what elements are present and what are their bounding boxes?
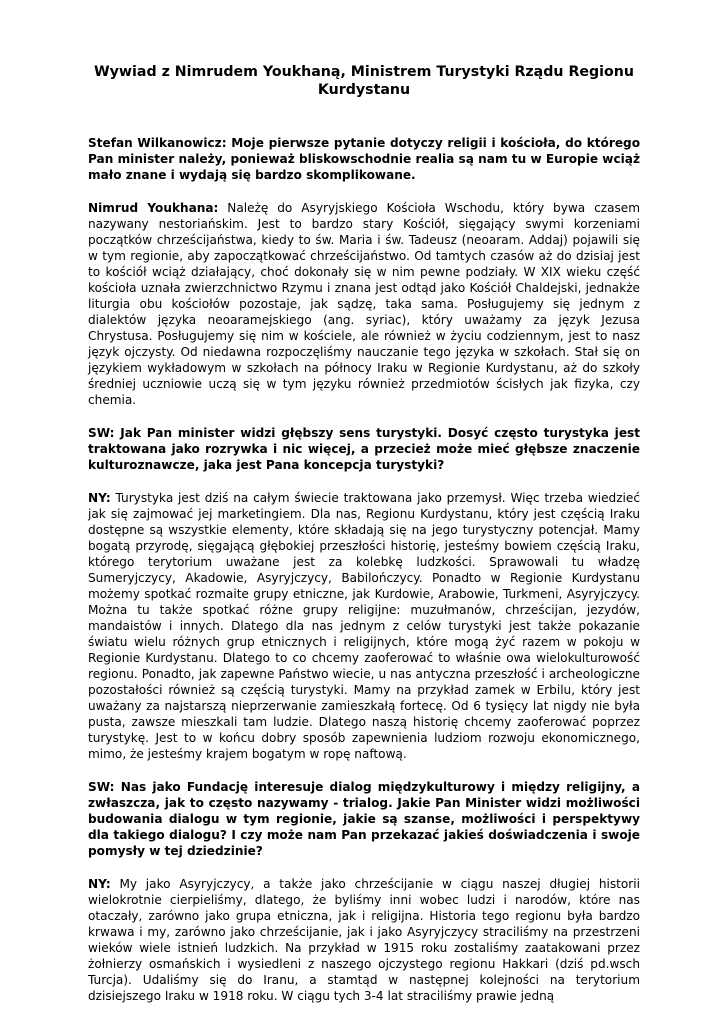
answer-3-speaker: NY:	[88, 877, 111, 891]
answer-2-speaker: NY:	[88, 491, 111, 505]
question-1: Stefan Wilkanowicz: Moje pierwsze pytanie dotyczy religii i kościoła, do którego Pan minister należy, ponieważ bliskowschodnie realia są nam tu w Europie wciąż mało znane i wydają się bardzo skomplikowane.	[88, 136, 640, 182]
document-page	[88, 63, 640, 1004]
question-2: SW: Jak Pan minister widzi głębszy sens turystyki. Dosyć często turystyka jest traktowana jako rozrywka i nic więcej, a przecież może mieć głębsze znaczenie kulturoznawcze, jaka jest Pana koncepcja turystyki?	[88, 426, 640, 472]
answer-2	[88, 490, 640, 762]
answer-2-text: Turystyka jest dziś na całym świecie traktowana jako przemysł. Więc trzeba wiedzieć jak się zajmować jej marketingiem. Dla nas, Regionu Kurdystanu, który jest częścią Iraku dostępne są wszystkie elementy, które składają się na jego turystyczny potencjał. Mamy bogatą przyrodę, sięgającą głębokiej przeszłości historię, jesteśmy bowiem częścią Iraku, którego terytorium uważane jest za kolebkę ludzkości. Sprawowali tu władzę Sumeryjczycy, Akadowie, Asyryjczycy, Babilończycy. Ponadto w Regionie Kurdystanu możemy spotkać rozmaite grupy etniczne, jak Kurdowie, Arabowie, Turkmeni, Asyryjczycy. Można tu także spotkać różne grupy religijne: muzułmanów, chrześcijan, jezydów, mandaistów i innych. Dlatego dla nas jednym z celów turystyki jest także pokazanie światu wielu różnych grup etnicznych i religijnych, które mogą żyć razem w pokoju w Regionie Kurdystanu. Dlatego to co chcemy zaoferować to właśnie owa wielokulturowość regionu. Ponadto, jak zapewne Państwo wiecie, u nas antyczna przeszłość i archeologiczne pozostałości również są częścią turystyki. Mamy na przykład zamek w Erbilu, który jest uważany za najstarszą nieprzerwanie zamieszkałą fortecę. Od 6 tysięcy lat nigdy nie była pusta, zawsze mieszkali tam ludzie. Dlatego naszą historię chcemy zaoferować poprzez turystykę. Jest to w końcu dobry sposób zapewnienia ludziom rozwoju ekonomicznego, mimo, że jesteśmy krajem bogatym w ropę naftową.	[88, 491, 640, 761]
document-title: Wywiad z Nimrudem Youkhaną, Ministrem Turystyki Rządu Regionu Kurdystanu	[94, 64, 634, 98]
answer-1-speaker: Nimrud Youkhana:	[88, 201, 219, 215]
answer-3-text: My jako Asyryjczycy, a także jako chrześcijanie w ciągu naszej długiej historii wielokrotnie cierpieliśmy, dlatego, że byliśmy inni wobec ludzi i narodów, które nas otaczały, zarówno jako grupa etniczna, jak i religijna. Historia tego regionu była bardzo krwawa i my, zarówno jako chrześcijanie, jak i jako Asyryjczycy straciliśmy na przestrzeni wieków wiele istnień ludzkich. Na przykład w 1915 roku zostaliśmy zaatakowani przez żołnierzy osmańskich i wysiedleni z naszego ojczystego regionu Hakkari (dziś pd.wsch Turcja). Udaliśmy się do Iranu, a stamtąd w następnej kolejności na terytorium dzisiejszego Iraku w 1918 roku. W ciągu tych 3-4 lat straciliśmy prawie jedną	[88, 877, 640, 1003]
answer-1	[88, 200, 640, 408]
answer-3	[88, 876, 640, 1004]
question-3: SW: Nas jako Fundację interesuje dialog międzykulturowy i między religijny, a zwłaszcza, jak to często nazywamy - trialog. Jakie Pan Minister widzi możliwości budowania dialogu w tym regionie, jakie są szanse, możliwości i perspektywy dla takiego dialogu? I czy może nam Pan przekazać jakieś doświadczenia i swoje pomysły w tej dziedzinie?	[88, 780, 640, 858]
answer-1-text: Należę do Asyryjskiego Kościoła Wschodu, który bywa czasem nazywany nestoriańskim. Jest to bardzo stary Kościół, sięgający swymi korzeniami początków chrześcijaństwa, kiedy to św. Maria i św. Tadeusz (neoaram. Addaj) pojawili się w tym regionie, aby zapoczątkować chrześcijaństwo. Od tamtych czasów aż do dzisiaj jest to kościół wciąż działający, choć dokonały się w nim pewne podziały. W XIX wieku część kościoła uznała zwierzchnictwo Rzymu i znana jest odtąd jako Kościół Chaldejski, jednakże liturgia obu kościołów pozostaje, jak sądzę, taka sama. Posługujemy się jednym z dialektów języka neoaramejskiego (ang. syriac), który uważamy za język Jezusa Chrystusa. Posługujemy się nim w kościele, ale również w życiu codziennym, jest to nasz język ojczysty. Od niedawna rozpoczęliśmy nauczanie tego języka w szkołach. Stał się on językiem wykładowym w szkołach na północy Iraku w Regionie Kurdystanu, aż do szkoły średniej uczniowie uczą się w tym języku również przedmiotów ścisłych jak fizyka, czy chemia.	[88, 201, 641, 407]
